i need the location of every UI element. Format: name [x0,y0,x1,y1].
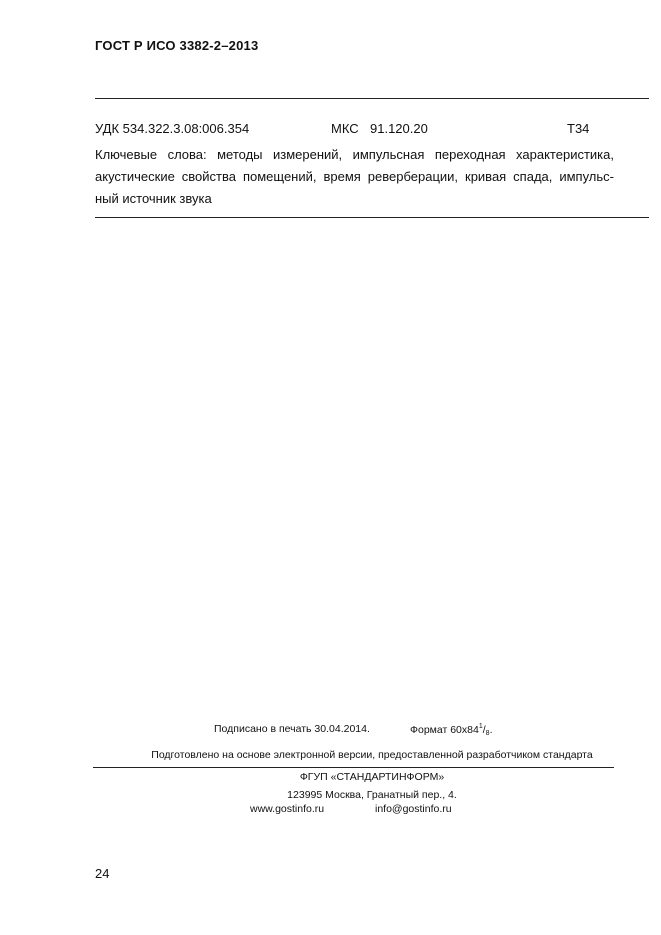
publisher-website[interactable]: www.gostinfo.ru [250,803,325,815]
keywords-line-2: акустические свойства помещений, время реверберации, кривая спада, импульс- [95,169,614,184]
udk-code: УДК 534.322.3.08:006.354 [95,121,250,136]
publisher-address: 123995 Москва, Гранатный пер., 4. [287,789,457,801]
format-denominator: 8 [485,730,490,737]
signed-date: Подписано в печать 30.04.2014. [214,723,370,735]
page-number: 24 [95,866,110,881]
keywords-divider [95,217,649,218]
keywords-line-3: ный источник звука [95,191,212,206]
prepared-note: Подготовлено на основе электронной версии, предоставленной разработчиком стандарта [151,749,593,761]
footer-divider [93,767,614,768]
format-end: . [489,724,493,736]
format-numerator: 1 [478,723,483,730]
mks-label: МКС [331,121,359,136]
top-divider [95,98,649,99]
publisher-email[interactable]: info@gostinfo.ru [375,803,452,815]
group-code: Т34 [567,121,590,136]
keywords-line-1: Ключевые слова: методы измерений, импульсная переходная характеристика, [95,147,614,162]
format-label: Формат 60х84 [410,724,479,736]
publisher-name: ФГУП «СТАНДАРТИНФОРМ» [299,771,445,783]
standard-code-header: ГОСТ Р ИСО 3382-2–2013 [95,38,259,53]
mks-value: 91.120.20 [370,121,428,136]
print-format: Формат $60х84^1/_8$. [410,723,493,737]
